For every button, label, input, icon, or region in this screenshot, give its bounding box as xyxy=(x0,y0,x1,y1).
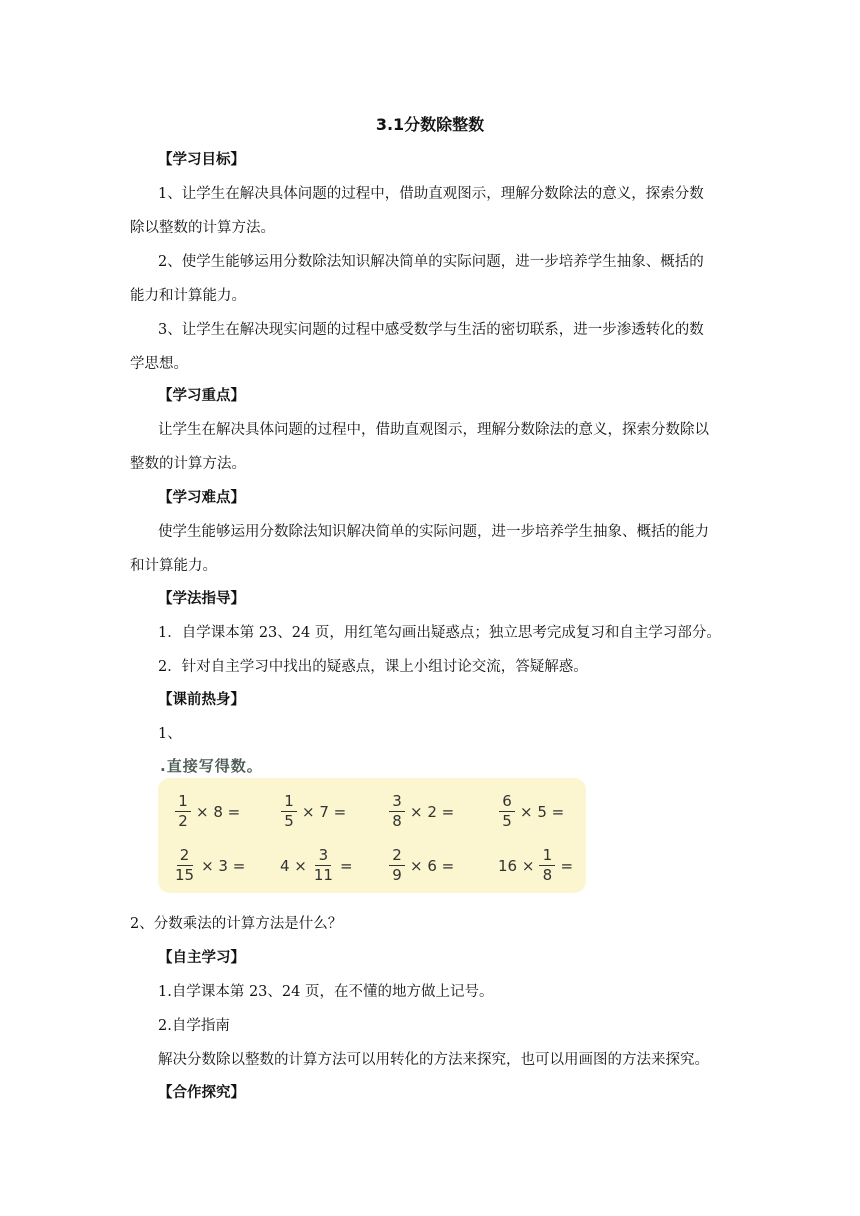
goals-heading: 【学习目标】 xyxy=(158,152,245,168)
fraction-numerator: 2 xyxy=(389,848,405,866)
expression-operator: × 3 = xyxy=(201,856,246,875)
expression-operator: = xyxy=(560,856,574,875)
self-study-item-3: 解决分数除以整数的计算方法可以用转化的方法来探究，也可以用画图的方法来探究。 xyxy=(158,1052,709,1068)
goal-3-line-2: 学思想。 xyxy=(130,356,188,372)
goal-2-line-2: 能力和计算能力。 xyxy=(130,288,246,304)
exercise-problem xyxy=(386,848,456,883)
exercise-label: .直接写得数。 xyxy=(160,757,263,775)
fraction-denominator: 11 xyxy=(313,866,333,884)
fraction-denominator: 5 xyxy=(284,812,294,830)
key-points-line-2: 整数的计算方法。 xyxy=(130,456,246,472)
expression-operator: × 5 = xyxy=(520,802,565,821)
exercise-box xyxy=(158,778,586,893)
fraction-numerator: 1 xyxy=(281,794,297,812)
exercise-problem xyxy=(386,794,456,829)
method-item-2: 2．针对自主学习中找出的疑惑点，课上小组讨论交流，答疑解惑。 xyxy=(158,659,588,675)
method-heading: 【学法指导】 xyxy=(158,591,245,607)
fraction xyxy=(281,794,297,829)
warmup-heading: 【课前热身】 xyxy=(158,692,245,708)
page-title: 3.1分数除整数 xyxy=(375,115,485,134)
fraction xyxy=(539,848,555,883)
fraction-denominator: 9 xyxy=(392,866,402,884)
goal-1-line-1: 1、让学生在解决具体问题的过程中，借助直观图示，理解分数除法的意义，探索分数 xyxy=(158,186,704,202)
fraction-denominator: 15 xyxy=(175,866,195,884)
difficulties-heading: 【学习难点】 xyxy=(158,490,245,506)
warmup-item-2: 2、分数乘法的计算方法是什么？ xyxy=(130,916,343,932)
exercise-problem xyxy=(278,848,355,883)
goal-1-line-2: 除以整数的计算方法。 xyxy=(130,220,275,236)
warmup-item-1: 1、 xyxy=(158,726,182,742)
difficulties-line-1: 使学生能够运用分数除法知识解决简单的实际问题，进一步培养学生抽象、概括的能力 xyxy=(158,524,709,540)
fraction-numerator: 3 xyxy=(315,848,331,866)
fraction-numerator: 3 xyxy=(389,794,405,812)
expression-operator: × 6 = xyxy=(410,856,455,875)
expression-operator: 16 × xyxy=(498,856,535,875)
fraction-denominator: 2 xyxy=(178,812,188,830)
key-points-line-1: 让学生在解决具体问题的过程中，借助直观图示，理解分数除法的意义，探索分数除以 xyxy=(158,422,709,438)
expression-operator: 4 × xyxy=(280,856,307,875)
fraction-numerator: 2 xyxy=(177,848,193,866)
fraction-denominator: 8 xyxy=(392,812,402,830)
fraction xyxy=(312,848,335,883)
goal-2-line-1: 2、使学生能够运用分数除法知识解决简单的实际问题，进一步培养学生抽象、概括的 xyxy=(158,254,704,270)
exercise-problem xyxy=(278,794,348,829)
exercise-problem xyxy=(172,794,242,829)
fraction-denominator: 8 xyxy=(542,866,553,884)
expression-operator: = xyxy=(339,856,353,875)
fraction xyxy=(499,794,515,829)
fraction xyxy=(173,848,196,883)
goal-3-line-1: 3、让学生在解决现实问题的过程中感受数学与生活的密切联系，进一步渗透转化的数 xyxy=(158,322,704,338)
cooperation-heading: 【合作探究】 xyxy=(158,1085,245,1101)
exercise-problem xyxy=(170,848,247,883)
exercise-problem xyxy=(496,794,566,829)
difficulties-line-2: 和计算能力。 xyxy=(130,558,217,574)
fraction xyxy=(389,794,405,829)
expression-operator: × 8 = xyxy=(196,802,241,821)
expression-operator: × 2 = xyxy=(410,802,455,821)
expression-operator: × 7 = xyxy=(302,802,347,821)
key-points-heading: 【学习重点】 xyxy=(158,388,245,404)
fraction-denominator: 5 xyxy=(502,812,512,830)
fraction xyxy=(389,848,405,883)
fraction xyxy=(175,794,191,829)
self-study-item-1: 1.自学课本第 23、24 页，在不懂的地方做上记号。 xyxy=(158,984,494,1000)
fraction-numerator: 1 xyxy=(175,794,191,812)
method-item-1: 1．自学课本第 23、24 页，用红笔勾画出疑惑点；独立思考完成复习和自主学习部分。 xyxy=(158,625,721,641)
self-study-item-2: 2.自学指南 xyxy=(158,1018,230,1034)
fraction-numerator: 1 xyxy=(539,848,555,866)
exercise-problem xyxy=(496,848,575,883)
self-study-heading: 【自主学习】 xyxy=(158,950,245,966)
fraction-numerator: 6 xyxy=(499,794,515,812)
